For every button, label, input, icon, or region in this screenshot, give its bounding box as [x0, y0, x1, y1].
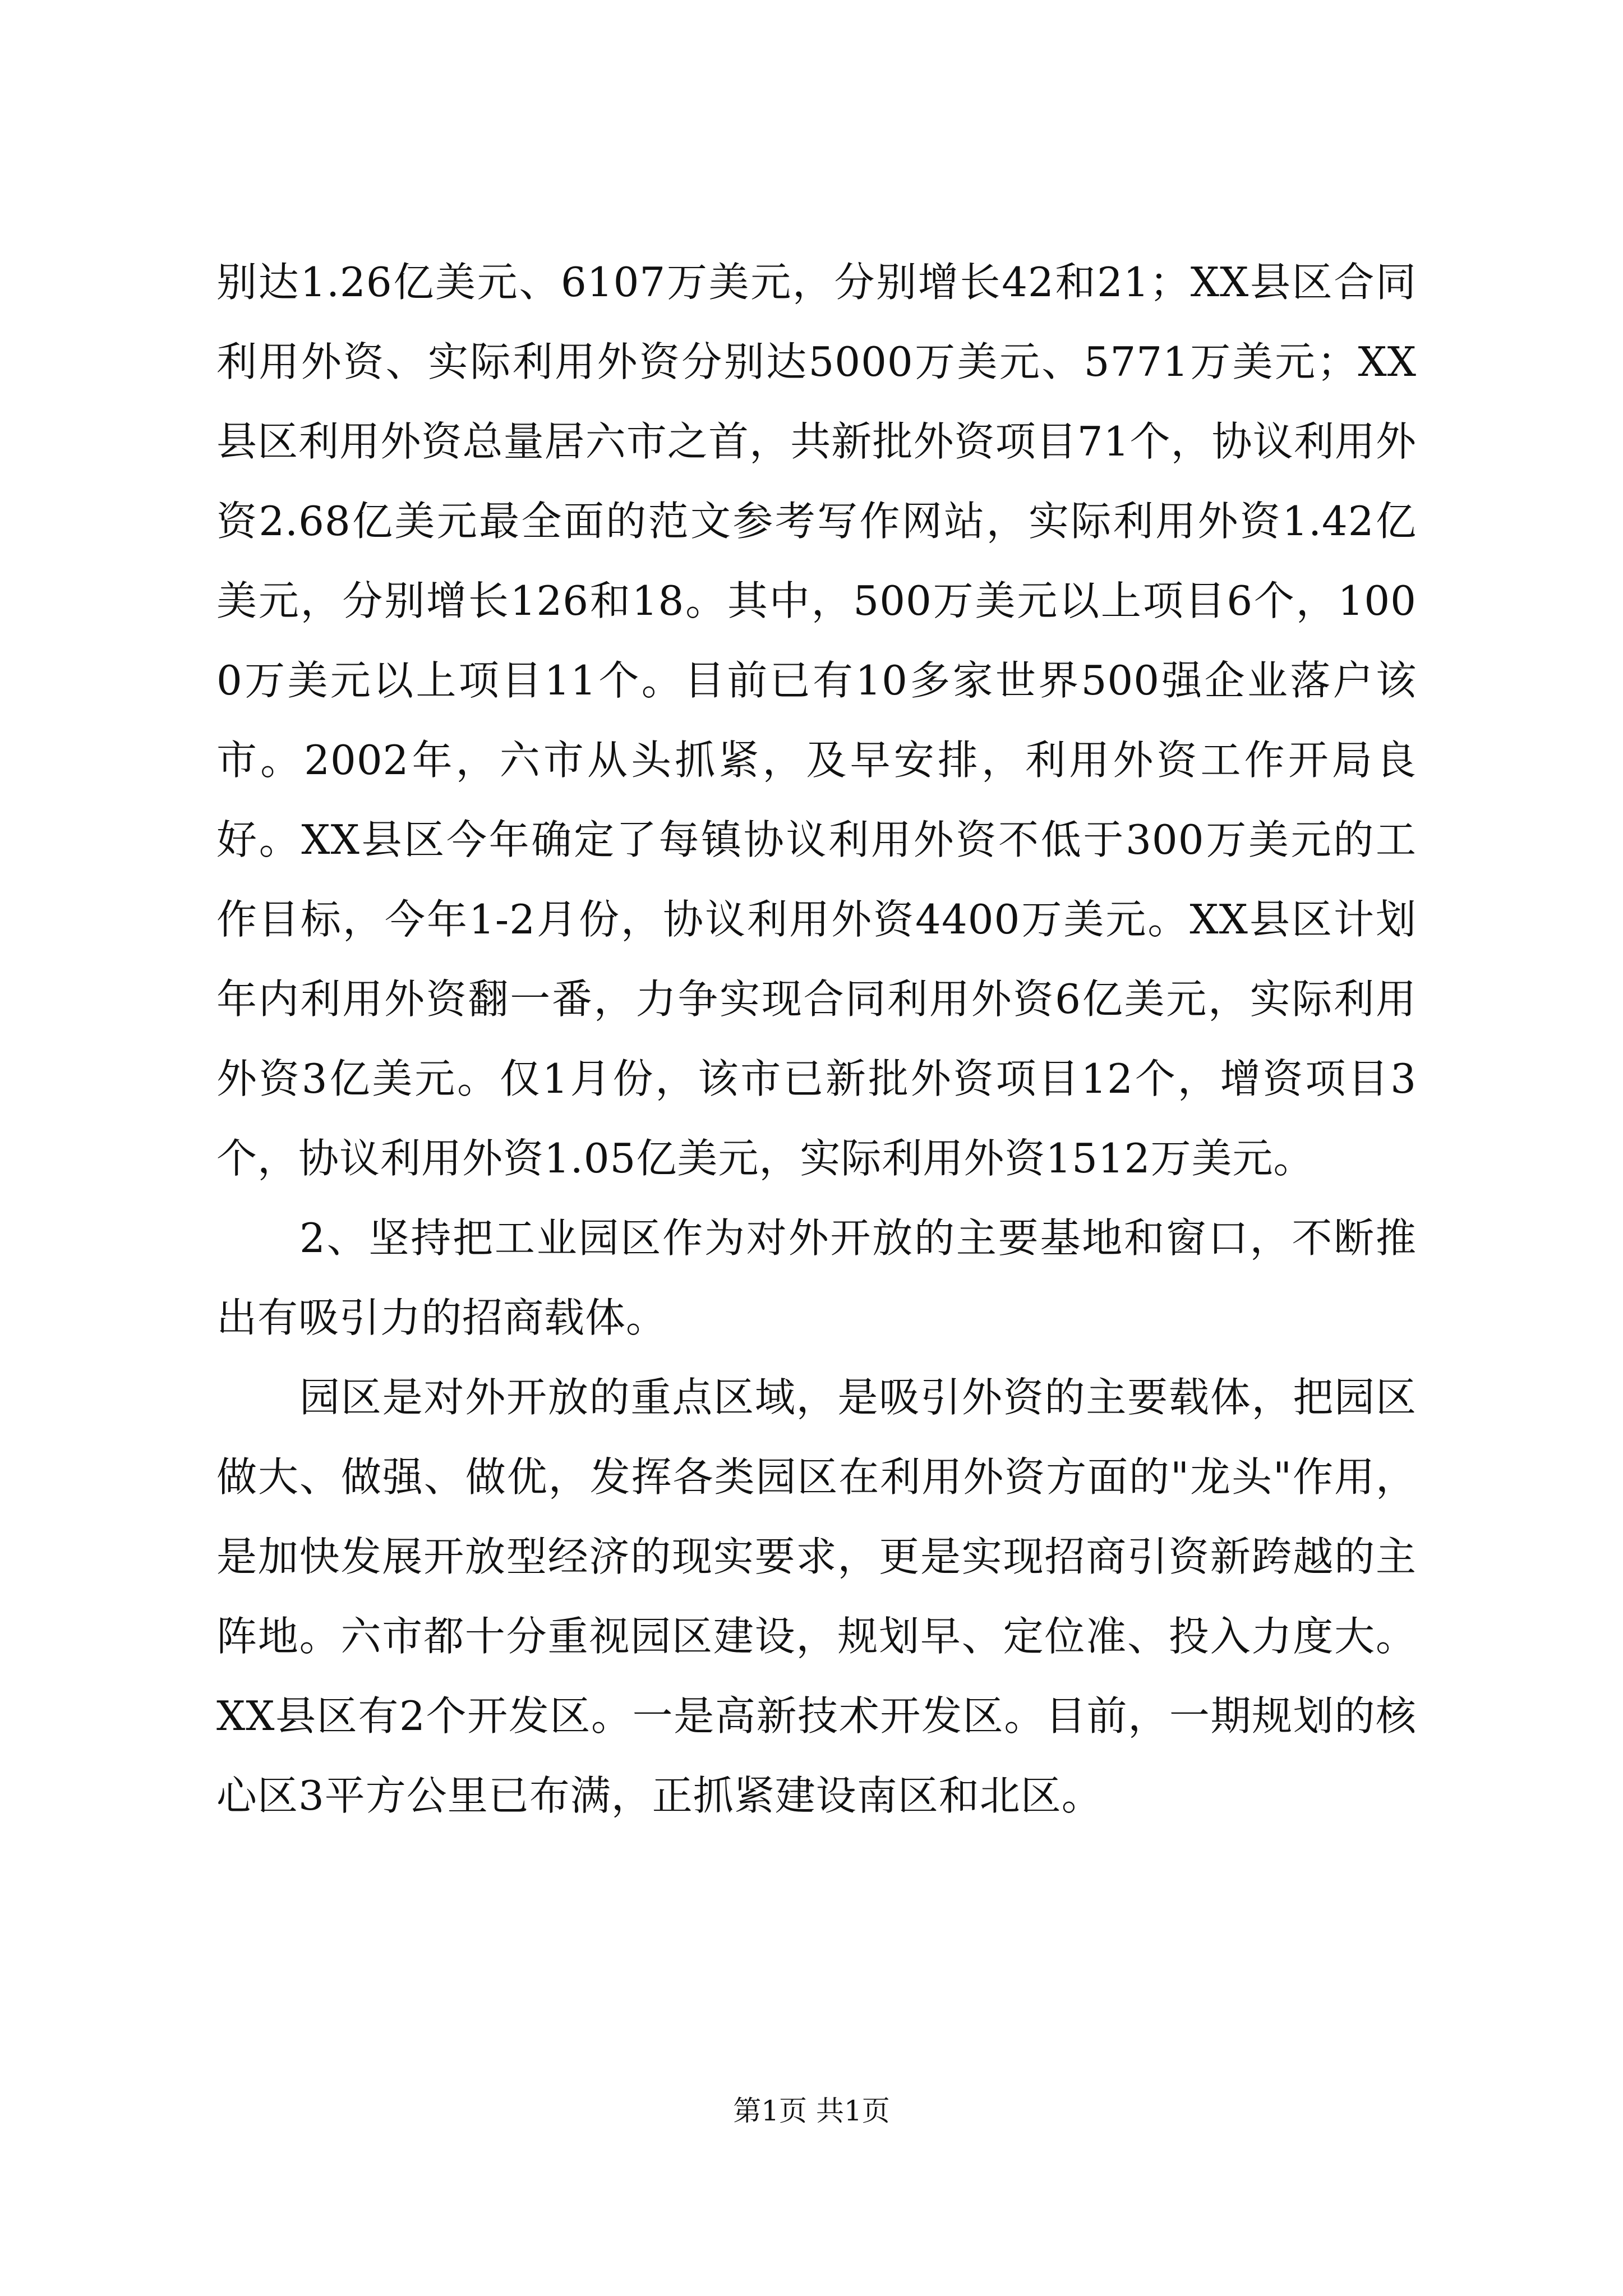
- paragraph-section-heading: 2、坚持把工业园区作为对外开放的主要基地和窗口，不断推出有吸引力的招商载体。: [216, 1214, 1417, 1341]
- document-body: [216, 242, 1417, 1835]
- page-footer: 第1页 共1页: [733, 2095, 890, 2127]
- paragraph-statistics: 别达1.26亿美元、6107万美元，分别增长42和21；XX县区合同利用外资、实际利用外资分别达5000万美元、5771万美元；XX县区利用外资总量居六市之首，共新批外资项目71个，协议利用外资2.68亿美元最全面的范文参考写作网站，实际利用外资1.42亿美元，分别增长126和18。其中，500万美元以上项目6个，1000万美元以上项目11个。目前已有10多家世界500强企业落户该市。2002年，六市从头抓紧，及早安排，利用外资工作开局良好。XX县区今年确定了每镇协议利用外资不低于300万美元的工作目标，今年1-2月份，协议利用外资4400万美元。XX县区计划年内利用外资翻一番，力争实现合同利用外资6亿美元，实际利用外资3亿美元。仅1月份，该市已新批外资项目12个，增资项目3个，协议利用外资1.05亿美元，实际利用外资1512万美元。: [216, 259, 1417, 1182]
- paragraph-industrial-parks: 园区是对外开放的重点区域，是吸引外资的主要载体，把园区做大、做强、做优，发挥各类园区在利用外资方面的"龙头"作用，是加快发展开放型经济的现实要求，更是实现招商引资新跨越的主阵地。六市都十分重视园区建设，规划早、定位准、投入力度大。XX县区有2个开发区。一是高新技术开发区。目前，一期规划的核心区3平方公里已布满，正抓紧建设南区和北区。: [216, 1374, 1417, 1819]
